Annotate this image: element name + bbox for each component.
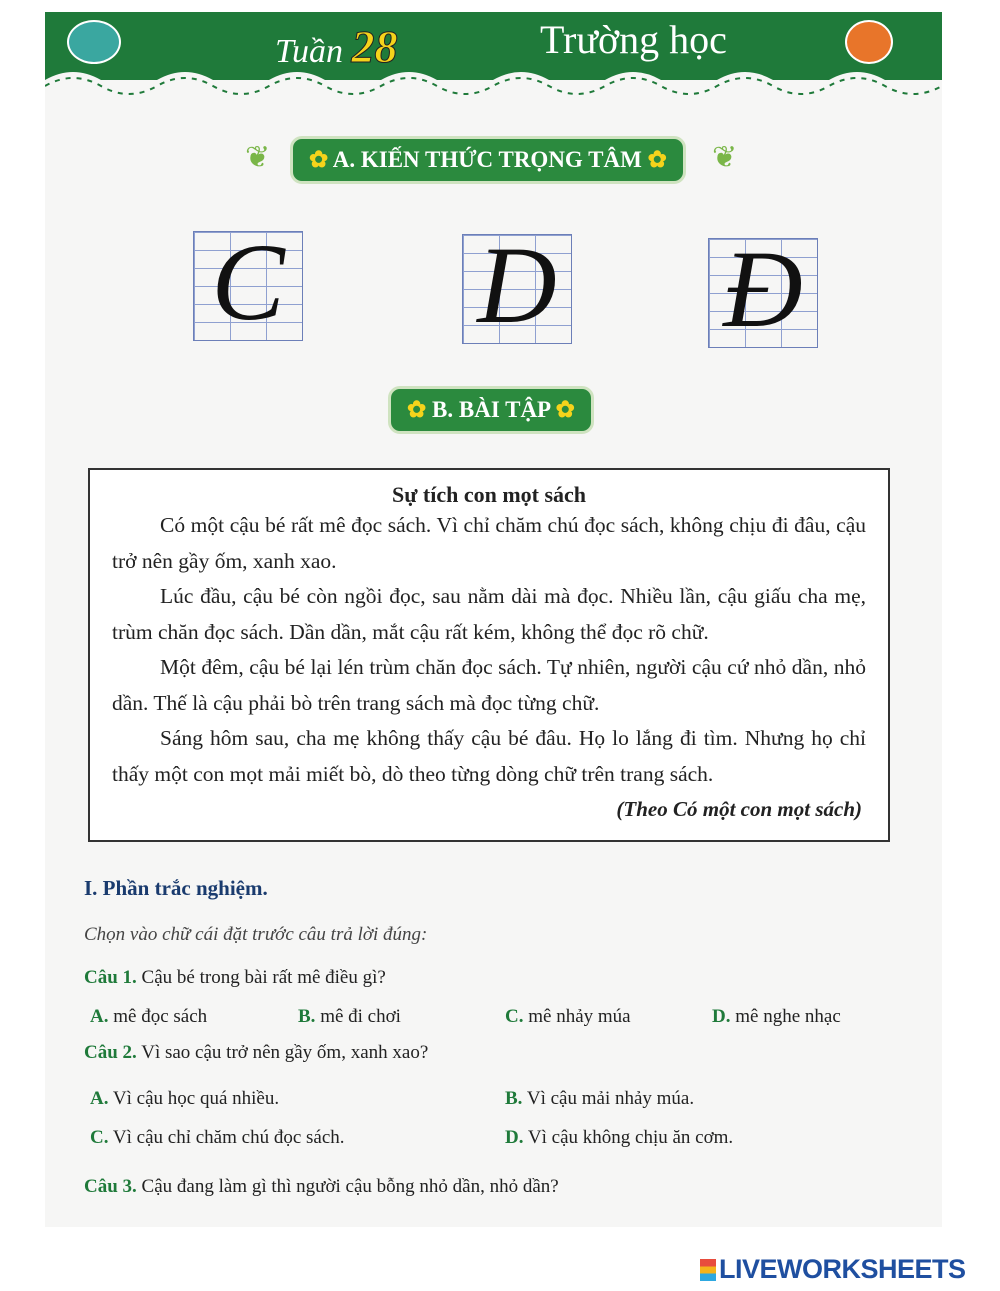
question-text: Cậu đang làm gì thì người cậu bỗng nhỏ dần, nhỏ dần? <box>141 1176 559 1197</box>
question-text: Vì sao cậu trở nên gầy ốm, xanh xao? <box>141 1042 429 1063</box>
answer-option[interactable] <box>298 1006 401 1028</box>
section-a-label: A. KIẾN THỨC TRỌNG TÂM <box>332 147 642 172</box>
question-3 <box>84 1176 559 1198</box>
story-box <box>88 468 890 842</box>
story-paragraph: Một đêm, cậu bé lại lén trùm chăn đọc sách. Tự nhiên, người cậu cứ nhỏ dần, nhỏ dần. Thế là cậu phải bò trên trang sách mà đọc từng chữ. <box>112 655 866 715</box>
option-text: Vì cậu học quá nhiều. <box>112 1088 280 1109</box>
option-text: mê nghe nhạc <box>735 1006 841 1027</box>
option-key: D. <box>712 1006 731 1027</box>
option-key: A. <box>90 1006 109 1027</box>
question-2 <box>84 1042 428 1064</box>
option-text: Vì cậu chỉ chăm chú đọc sách. <box>112 1127 345 1148</box>
scallop-border <box>45 68 942 98</box>
question-1 <box>84 967 386 989</box>
question-number: Câu 1. <box>84 967 137 988</box>
answer-option[interactable] <box>90 1006 207 1028</box>
bird-icon <box>67 20 121 64</box>
week-number: 28 <box>351 21 398 72</box>
liveworksheets-logo <box>700 1254 966 1285</box>
butterfly-icon <box>845 20 893 64</box>
section-b-heading <box>388 386 594 434</box>
instruction: Chọn vào chữ cái đặt trước câu trả lời đúng: <box>84 924 428 945</box>
option-key: B. <box>505 1088 523 1109</box>
option-key: C. <box>505 1006 524 1027</box>
leaf-icon: ❦ <box>245 141 271 174</box>
flower-icon: ✿ <box>647 147 667 172</box>
cursive-letter: C <box>211 221 285 343</box>
question-text: Cậu bé trong bài rất mê điều gì? <box>141 967 386 988</box>
option-text: mê đọc sách <box>113 1006 208 1027</box>
option-key: A. <box>90 1088 109 1109</box>
answer-option[interactable] <box>90 1127 345 1149</box>
logo-text: LIVEWORKSHEETS <box>719 1254 966 1284</box>
section-b-label: B. BÀI TẬP <box>432 397 550 422</box>
option-key: B. <box>298 1006 316 1027</box>
option-key: D. <box>505 1127 524 1148</box>
option-text: mê nhảy múa <box>528 1006 631 1027</box>
part1-heading: I. Phần trắc nghiệm. <box>84 876 268 900</box>
flower-icon: ✿ <box>309 147 329 172</box>
answer-option[interactable] <box>505 1006 631 1028</box>
option-text: mê đi chơi <box>320 1006 401 1027</box>
question-number: Câu 2. <box>84 1042 137 1063</box>
option-text: Vì cậu không chịu ăn cơm. <box>527 1127 734 1148</box>
letter-grid-dd <box>708 228 818 350</box>
flower-icon: ✿ <box>407 397 427 422</box>
section-a-heading <box>290 136 686 184</box>
flower-icon: ✿ <box>555 397 575 422</box>
leaf-icon: ❦ <box>712 141 738 174</box>
story-paragraph: Sáng hôm sau, cha mẹ không thấy cậu bé đâu. Họ lo lắng đi tìm. Nhưng họ chỉ thấy một con mọt mải miết bò, dò theo từng dòng chữ trên trang sách. <box>112 726 866 786</box>
answer-option[interactable] <box>90 1088 279 1110</box>
answer-option[interactable] <box>505 1088 694 1110</box>
letter-grid-d <box>462 224 572 346</box>
letter-grid-c <box>193 221 303 343</box>
story-title: Sự tích con mọt sách <box>391 482 587 507</box>
story-paragraph: Có một cậu bé rất mê đọc sách. Vì chỉ chăm chú đọc sách, không chịu đi đâu, cậu trở nên gầy ốm, xanh xao. <box>112 513 866 573</box>
cursive-letter: Đ <box>723 228 803 350</box>
header-title: Trường học <box>540 17 727 62</box>
story-source: (Theo Có một con mọt sách) <box>616 797 862 821</box>
story-paragraph: Lúc đầu, cậu bé còn ngồi đọc, sau nằm dài mà đọc. Nhiều lần, cậu giấu cha mẹ, trùm chăn đọc sách. Dần dần, mắt cậu rất kém, không thể đọc rõ chữ. <box>112 584 866 644</box>
answer-option[interactable] <box>505 1127 733 1149</box>
option-text: Vì cậu mải nhảy múa. <box>526 1088 695 1109</box>
logo-icon <box>700 1259 716 1281</box>
answer-option[interactable] <box>712 1006 841 1028</box>
week-label: Tuần <box>275 33 344 70</box>
question-number: Câu 3. <box>84 1176 137 1197</box>
cursive-letter: D <box>477 224 557 346</box>
option-key: C. <box>90 1127 109 1148</box>
